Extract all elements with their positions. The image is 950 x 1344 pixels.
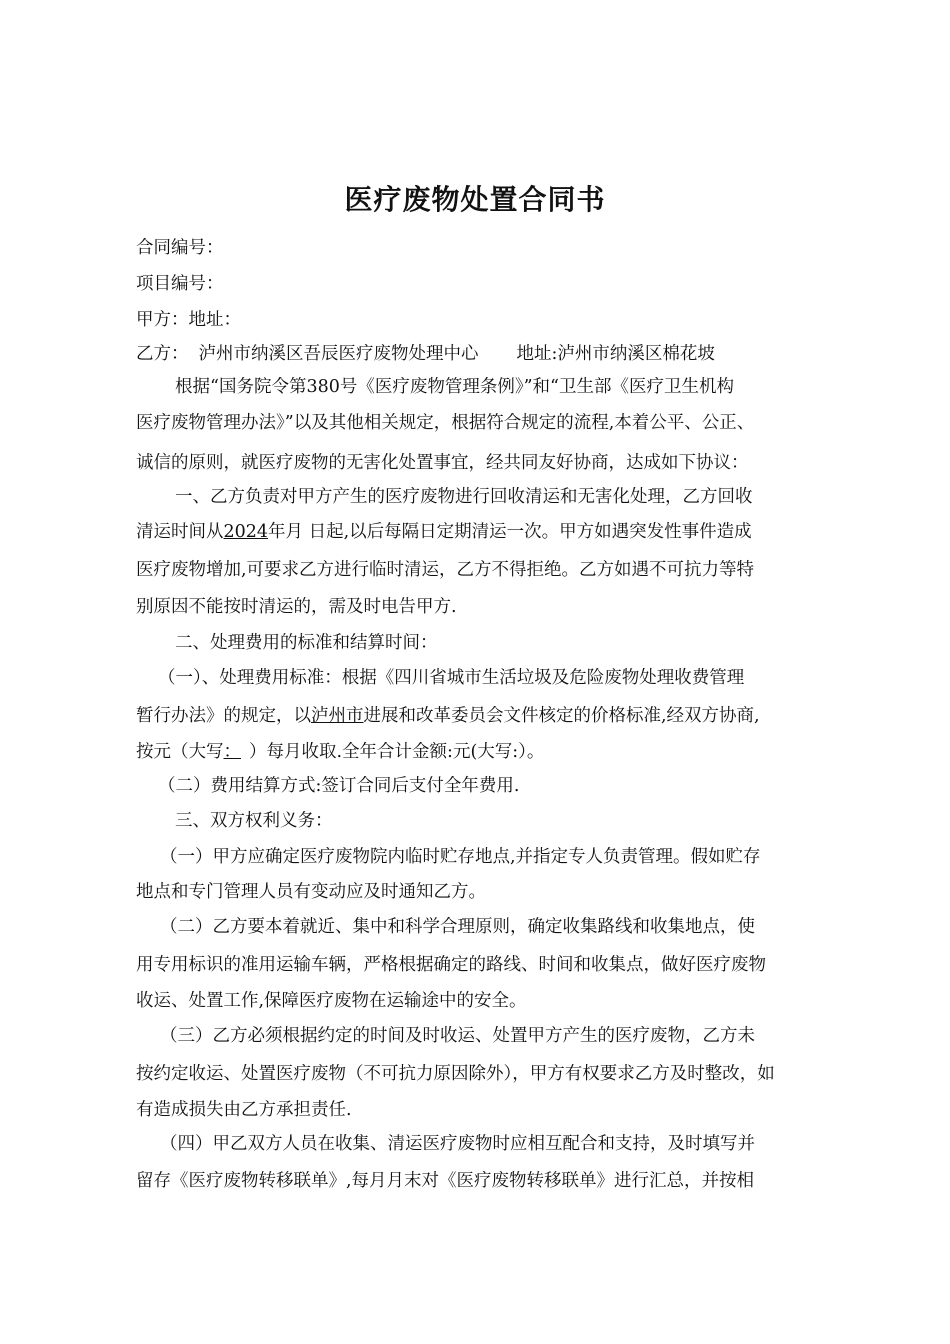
clause2-sub1-line-1: （一）、处理费用标准：根据《四川省城市生活垃圾及危险废物处理收费管理 bbox=[158, 668, 745, 688]
amount-blank: ： bbox=[223, 742, 241, 762]
clause3-item2-line-2: 用专用标识的准用运输车辆，严格根据确定的路线、时间和收集点，做好医疗废物 bbox=[136, 955, 766, 975]
clause1-line-3: 医疗废物增加,可要求乙方进行临时清运，乙方不得拒绝。乙方如遇不可抗力等特 bbox=[136, 560, 755, 580]
clause1-line1-tail: 乙方回收 bbox=[682, 487, 753, 507]
clause3-item3-line-2: 按约定收运、处置医疗废物（不可抗力原因除外），甲方有权要求乙方及时整改，如 bbox=[136, 1064, 775, 1084]
clause1-line-1 bbox=[175, 485, 875, 509]
clause1-heading: 一、乙方负责对甲方产生的医疗废物进行回收清运和无害化处理， bbox=[175, 487, 683, 507]
party-a-line: 甲方：地址： bbox=[136, 310, 241, 330]
party-b-label: 乙方： bbox=[136, 344, 189, 364]
clause3-item1-line-1: （一）甲方应确定医疗废物院内临时贮存地点,并指定专人负责管理。假如贮存 bbox=[160, 847, 761, 867]
clause1-line-2 bbox=[136, 520, 836, 544]
party-b-name: 泸州市纳溪区吾辰医疗废物处理中心 bbox=[198, 344, 479, 364]
clause3-item2-line-3: 收运、处置工作,保障医疗废物在运输途中的安全。 bbox=[136, 991, 527, 1011]
clause3-heading: 三、双方权利义务： bbox=[175, 811, 333, 831]
intro-line-1: 根据“国务院令第380号《医疗废物管理条例》”和“卫生部《医疗卫生机构 bbox=[175, 377, 734, 397]
clause3-item1-line-2: 地点和专门管理人员有变动应及时通知乙方。 bbox=[136, 882, 486, 902]
intro-line-3: 诚信的原则，就医疗废物的无害化处置事宜，经共同友好协商，达成如下协议： bbox=[136, 453, 749, 473]
clause2-sub1-line2-start: 暂行办法》的规定，以 bbox=[136, 706, 311, 726]
clause1-line-4: 别原因不能按时清运的，需及时电告甲方. bbox=[136, 597, 457, 617]
intro-line-2: 医疗废物管理办法》”以及其他相关规定，根据符合规定的流程,本着公平、公正、 bbox=[136, 413, 755, 433]
clause1-line2-end: 年月 日起,以后每隔日定期清运一次。甲方如遇突发性事件造成 bbox=[268, 522, 752, 542]
clause2-heading: 二、处理费用的标准和结算时间： bbox=[175, 633, 438, 653]
clause3-item4-line-1: （四）甲乙双方人员在收集、清运医疗废物时应相互配合和支持，及时填写并 bbox=[160, 1134, 755, 1154]
party-b-line bbox=[136, 342, 836, 366]
clause2-sub1-line-3 bbox=[136, 740, 836, 764]
clause3-item2-line-1: （二）乙方要本着就近、集中和科学合理原则，确定收集路线和收集地点，使 bbox=[160, 917, 755, 937]
contract-number-line: 合同编号： bbox=[136, 238, 224, 258]
project-number-line: 项目编号： bbox=[136, 274, 224, 294]
clause2-sub2: （二）费用结算方式:签订合同后支付全年费用. bbox=[158, 776, 520, 796]
document-title: 医疗废物处置合同书 bbox=[344, 183, 606, 216]
clause2-sub1-line3-start: 按元（大写 bbox=[136, 742, 224, 762]
clause1-line2-start: 清运时间从 bbox=[136, 522, 224, 542]
clause3-item3-line-1: （三）乙方必须根据约定的时间及时收运、处置甲方产生的医疗废物，乙方未 bbox=[160, 1026, 755, 1046]
city-name: 泸州市 bbox=[311, 706, 364, 726]
clause2-sub1-line3-end: ）每月收取.全年合计金额:元(大写:）。 bbox=[249, 742, 545, 762]
party-b-address: 地址:泸州市纳溪区棉花坡 bbox=[516, 344, 715, 364]
clause3-item4-line-2: 留存《医疗废物转移联单》,每月月末对《医疗废物转移联单》进行汇总，并按相 bbox=[136, 1171, 755, 1191]
clause3-item3-line-3: 有造成损失由乙方承担责任. bbox=[136, 1100, 352, 1120]
clause2-sub1-line2-end: 进展和改革委员会文件核定的价格标准,经双方协商, bbox=[363, 706, 760, 726]
clause2-sub1-line-2 bbox=[136, 704, 836, 728]
start-year: 2024 bbox=[223, 522, 269, 542]
